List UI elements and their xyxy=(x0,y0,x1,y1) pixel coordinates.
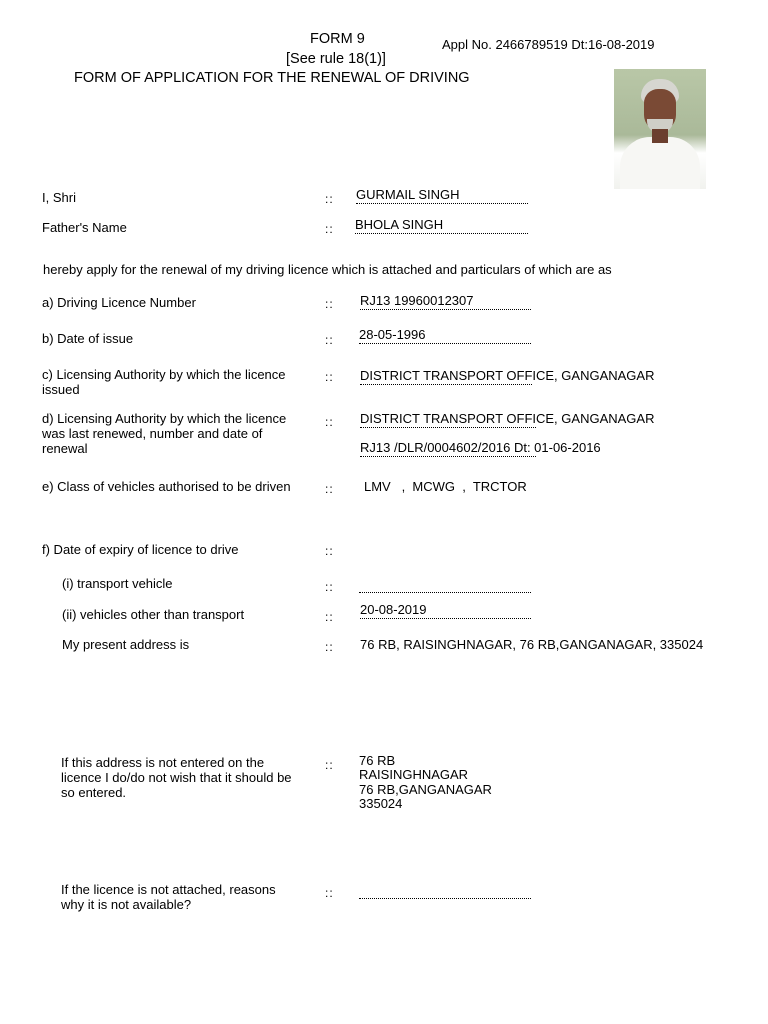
rule-reference: [See rule 18(1)] xyxy=(286,51,386,67)
other-vehicle-expiry: 20-08-2019 xyxy=(360,603,531,619)
separator: :: xyxy=(325,482,334,496)
dl-number-value: RJ13 19960012307 xyxy=(360,294,531,310)
separator: :: xyxy=(325,610,334,624)
intro-text: hereby apply for the renewal of my driving licence which is attached and particulars of which are as xyxy=(43,262,612,277)
not-attached-label: If the licence is not attached, reasons why it is not available? xyxy=(61,882,276,912)
issue-date-label: b) Date of issue xyxy=(42,331,134,346)
not-attached-reason xyxy=(359,883,531,899)
renewal-authority-label: d) Licensing Authority by which the licence was last renewed, number and date of renewal xyxy=(42,411,287,456)
separator: :: xyxy=(325,415,334,429)
separator: :: xyxy=(325,370,334,384)
form-title: FORM OF APPLICATION FOR THE RENEWAL OF DRIVING xyxy=(74,70,470,86)
vehicle-class-value: LMV , MCWG , TRCTOR xyxy=(364,479,527,494)
separator: :: xyxy=(325,333,334,347)
expiry-label: f) Date of expiry of licence to drive xyxy=(42,542,239,557)
address-line: 76 RB,GANGANAGAR xyxy=(359,781,492,797)
issuing-authority-label: c) Licensing Authority by which the licence issued xyxy=(42,367,286,397)
address-entry-label: If this address is not entered on the licence I do/do not wish that it should be so entered. xyxy=(61,755,292,800)
separator: :: xyxy=(325,544,334,558)
applicant-photo xyxy=(614,69,706,189)
applicant-name: GURMAIL SINGH xyxy=(356,188,528,204)
separator: :: xyxy=(325,580,334,594)
shri-label: I, Shri xyxy=(42,190,76,205)
present-address-label: My present address is xyxy=(62,637,190,652)
address-line: 335024 xyxy=(359,795,403,811)
other-vehicle-label: (ii) vehicles other than transport xyxy=(62,607,245,622)
application-number: Appl No. 2466789519 Dt:16-08-2019 xyxy=(442,37,655,52)
issuing-authority-value: DISTRICT TRANSPORT OFFICE, GANGANAGAR xyxy=(360,368,655,383)
address-line: RAISINGHNAGAR xyxy=(359,767,469,783)
father-name-label: Father's Name xyxy=(42,220,127,235)
separator: :: xyxy=(325,222,334,236)
separator: :: xyxy=(325,297,334,311)
renewal-number-value: RJ13 /DLR/0004602/2016 Dt: 01-06-2016 xyxy=(360,440,601,455)
father-name-value: BHOLA SINGH xyxy=(355,218,528,234)
renewal-authority-value: DISTRICT TRANSPORT OFFICE, GANGANAGAR xyxy=(360,411,655,426)
vehicle-class-label: e) Class of vehicles authorised to be driven xyxy=(42,479,291,494)
transport-vehicle-value xyxy=(359,577,531,593)
separator: :: xyxy=(325,886,334,900)
form-number: FORM 9 xyxy=(310,31,365,47)
transport-vehicle-label: (i) transport vehicle xyxy=(62,576,173,591)
address-line: 76 RB xyxy=(359,753,396,768)
present-address-value: 76 RB, RAISINGHNAGAR, 76 RB,GANGANAGAR, 335024 xyxy=(360,637,704,652)
dl-number-label: a) Driving Licence Number xyxy=(42,295,196,310)
separator: :: xyxy=(325,640,334,654)
separator: :: xyxy=(325,758,334,772)
separator: :: xyxy=(325,192,334,206)
issue-date-value: 28-05-1996 xyxy=(359,328,531,344)
licence-address-block xyxy=(359,754,492,811)
